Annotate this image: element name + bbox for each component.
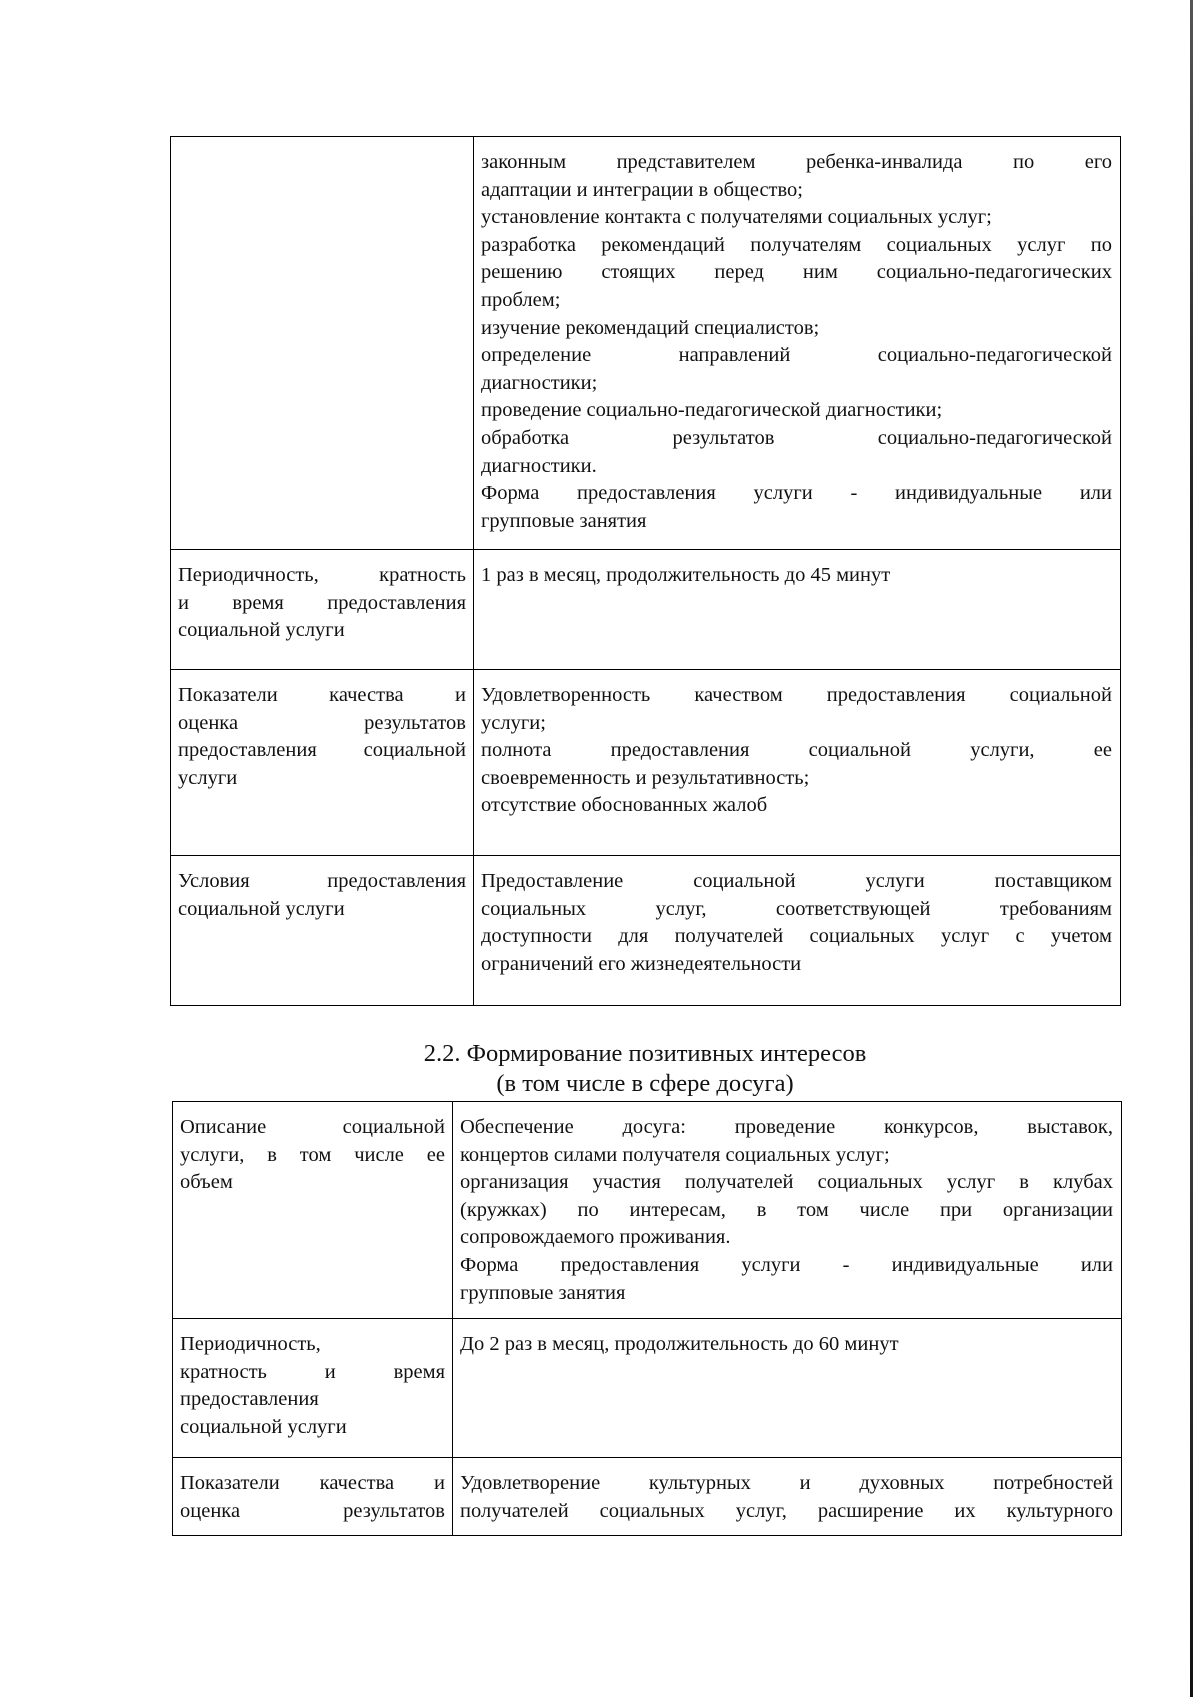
- row-content-cell: [474, 550, 1121, 670]
- text-line: групповые занятия: [481, 509, 647, 532]
- text-line: диагностики;: [481, 371, 598, 394]
- label-line: социальной услуги: [180, 1415, 347, 1438]
- row-label-cell: [171, 550, 474, 670]
- text-line: Удовлетворенность качеством предоставления социальной: [481, 684, 1112, 706]
- row-label-cell: [171, 856, 474, 1006]
- text-line: законным представителем ребенка-инвалида по его: [481, 151, 1112, 173]
- text-line: установление контакта с получателями социальных услуг;: [481, 206, 992, 229]
- text-line: определение направлений социально-педагогической: [481, 344, 1112, 367]
- text-line: проблем;: [481, 288, 561, 311]
- section-title: 2.2. Формирование позитивных интересов: [423, 1040, 867, 1067]
- section-subtitle: (в том числе в сфере досуга): [496, 1070, 794, 1097]
- label-line: услуги: [178, 766, 238, 789]
- text-line: диагностики.: [481, 454, 597, 477]
- row-content-cell: [474, 856, 1121, 1006]
- table-row: [173, 1319, 1122, 1458]
- label-line: Показатели качества и: [180, 1472, 445, 1494]
- text-line: Форма предоставления услуги - индивидуальные или: [481, 482, 1112, 505]
- row-content-cell: [453, 1319, 1122, 1458]
- text-line: доступности для получателей социальных услуг с учетом: [481, 925, 1112, 948]
- label-line: кратность и время: [180, 1360, 445, 1383]
- table-row: [171, 670, 1121, 856]
- row-content-cell: [453, 1458, 1122, 1536]
- text-line: групповые занятия: [460, 1281, 626, 1304]
- row-content-cell: [474, 137, 1121, 550]
- text-line: проведение социально-педагогической диагностики;: [481, 399, 943, 422]
- label-line: социальной услуги: [178, 619, 345, 642]
- services-table-2-2: [172, 1101, 1122, 1536]
- label-line: предоставления социальной: [178, 739, 466, 762]
- label-line: предоставления: [180, 1388, 319, 1411]
- label-line: объем: [180, 1171, 233, 1194]
- label-line: оценка результатов: [180, 1499, 445, 1522]
- row-label-cell: [173, 1102, 453, 1319]
- text-line: решению стоящих перед ним социально-педагогических: [481, 261, 1112, 284]
- page-edge-shadow: [1190, 0, 1193, 1697]
- text-line: социальных услуг, соответствующей требованиям: [481, 897, 1112, 920]
- services-table-continued: [170, 136, 1121, 1006]
- row-label-cell: [171, 137, 474, 550]
- text-line: (кружках) по интересам, в том числе при организации: [460, 1198, 1113, 1221]
- text-line: Предоставление социальной услуги поставщиком: [481, 870, 1112, 892]
- text-line: услуги;: [481, 711, 546, 734]
- label-line: социальной услуги: [178, 897, 345, 920]
- label-line: Описание социальной: [180, 1116, 445, 1138]
- text-line: разработка рекомендаций получателям социальных услуг по: [481, 233, 1112, 256]
- text-line: 1 раз в месяц, продолжительность до 45 минут: [481, 564, 891, 586]
- label-line: и время предоставления: [178, 591, 466, 614]
- table-row: [171, 856, 1121, 1006]
- row-content-cell: [474, 670, 1121, 856]
- label-line: Периодичность, кратность: [178, 564, 466, 586]
- text-line: Удовлетворение культурных и духовных потребностей: [460, 1472, 1113, 1494]
- text-line: полнота предоставления социальной услуги, ее: [481, 739, 1112, 762]
- text-line: обработка результатов социально-педагогической: [481, 426, 1112, 449]
- label-line: Условия предоставления: [178, 870, 466, 892]
- label-line: услуги, в том числе ее: [180, 1143, 445, 1166]
- text-line: сопровождаемого проживания.: [460, 1226, 731, 1249]
- text-line: адаптации и интеграции в общество;: [481, 178, 803, 201]
- table-row: [173, 1458, 1122, 1536]
- label-line: оценка результатов: [178, 711, 466, 734]
- table-row: [171, 137, 1121, 550]
- text-line: получателей социальных услуг, расширение их культурного: [460, 1499, 1113, 1522]
- row-label-cell: [173, 1458, 453, 1536]
- text-line: Обеспечение досуга: проведение конкурсов, выставок,: [460, 1116, 1113, 1138]
- text-line: организация участия получателей социальных услуг в клубах: [460, 1171, 1113, 1194]
- text-line: До 2 раз в месяц, продолжительность до 60 минут: [460, 1333, 899, 1355]
- text-line: концертов силами получателя социальных услуг;: [460, 1143, 890, 1166]
- text-line: отсутствие обоснованных жалоб: [481, 794, 768, 817]
- text-line: ограничений его жизнедеятельности: [481, 952, 802, 975]
- table-row: [171, 550, 1121, 670]
- text-line: Форма предоставления услуги - индивидуальные или: [460, 1253, 1113, 1276]
- row-label-cell: [171, 670, 474, 856]
- row-label-cell: [173, 1319, 453, 1458]
- label-line: Периодичность,: [180, 1333, 321, 1355]
- text-line: изучение рекомендаций специалистов;: [481, 316, 820, 339]
- text-line: своевременность и результативность;: [481, 766, 810, 789]
- label-line: Показатели качества и: [178, 684, 466, 706]
- table-row: [173, 1102, 1122, 1319]
- row-content-cell: [453, 1102, 1122, 1319]
